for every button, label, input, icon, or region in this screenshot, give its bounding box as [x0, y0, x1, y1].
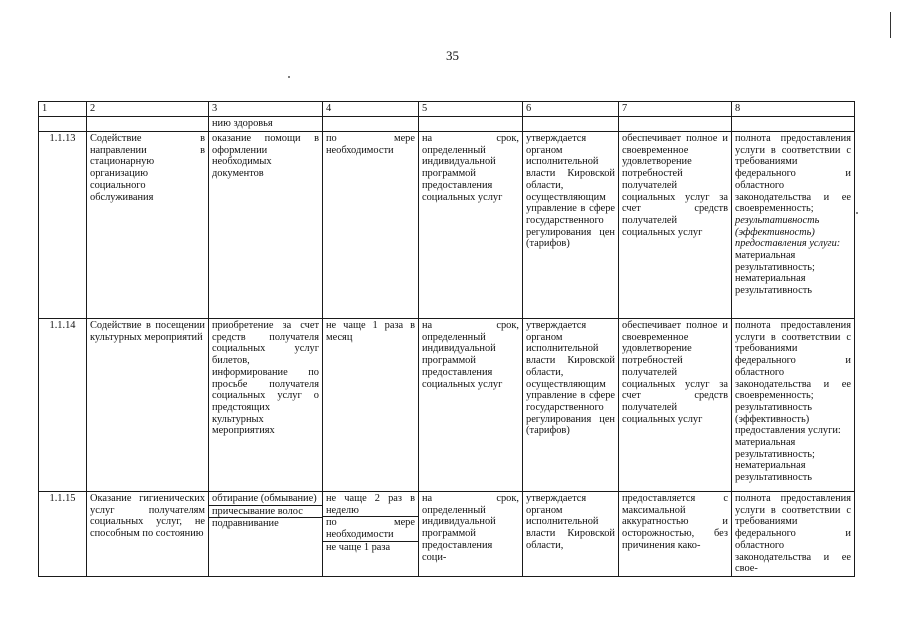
- quality-line: нематериальная результативность: [735, 273, 813, 297]
- service-name: Содействие в посещении культурных мероприятий: [87, 319, 209, 492]
- row-number: 1.1.14: [39, 319, 87, 492]
- row-number: 1.1.15: [39, 492, 87, 577]
- column-header: 3: [209, 102, 323, 117]
- column-header: 6: [523, 102, 619, 117]
- column-header: 1: [39, 102, 87, 117]
- quality-indicators: [732, 132, 855, 319]
- quality-indicators: [732, 319, 855, 492]
- column-header: 8: [732, 102, 855, 117]
- service-name: Оказание гигиенических услуг получателям социальных услуг, не способным по состоянию: [87, 492, 209, 577]
- service-tariff: утверждается органом исполнительной власти Кировской области, осуществляющим управление в сфере государственного регулирования цен (тарифов): [523, 319, 619, 492]
- service-conditions: обеспечивает полное и своевременное удовлетворение потребностей получателей социальных услуг за счет средств получателей социальных услуг: [619, 319, 732, 492]
- quality-line: результативность (эффективность) предоставления услуги:: [735, 214, 841, 250]
- service-conditions: обеспечивает полное и своевременное удовлетворение потребностей получателей социальных услуг за счет средств получателей социальных услуг: [619, 132, 732, 319]
- service-term: на срок, определенный индивидуальной программой предоставления социальных услуг: [419, 132, 523, 319]
- table-cell: [323, 117, 419, 132]
- quality-line: полнота предоставления услуги в соответствии с требованиями федерального и областного законодательства и ее своевременность;: [735, 320, 851, 402]
- column-header: 2: [87, 102, 209, 117]
- service-periodicity: не чаще 1 раза в месяц: [323, 319, 419, 492]
- sub-item-periodicity: не чаще 2 раз в неделю: [326, 493, 415, 516]
- quality-line: материальная результативность; нематериальная результативность: [735, 437, 815, 484]
- table-header-row: [39, 102, 855, 117]
- table-row: [39, 319, 855, 492]
- service-name: Содействие в направлении в стационарную организацию социального обслуживания: [87, 132, 209, 319]
- table-cell: [87, 117, 209, 132]
- service-tariff: утверждается органом исполнительной власти Кировской области,: [523, 492, 619, 577]
- service-term: на срок, определенный индивидуальной программой предоставления социальных услуг: [419, 319, 523, 492]
- sub-item-description: подравнивание: [209, 517, 322, 530]
- service-term: на срок, определенный индивидуальной программой предоставления соци-: [419, 492, 523, 577]
- column-header: 7: [619, 102, 732, 117]
- quality-line: полнота предоставления услуги в соответствии с требованиями федерального и областного законодательства и ее своевременность;: [735, 133, 851, 215]
- service-tariff: утверждается органом исполнительной власти Кировской области, осуществляющим управление в сфере государственного регулирования цен (тарифов): [523, 132, 619, 319]
- row-number: 1.1.13: [39, 132, 87, 319]
- continuation-row: [39, 117, 855, 132]
- column-header: 5: [419, 102, 523, 117]
- service-conditions: предоставляется с максимальной аккуратностью и осторожностью, без причинения како-: [619, 492, 732, 577]
- page-number: 35: [446, 48, 459, 63]
- table-row: [39, 132, 855, 319]
- sub-item-description: причесывание волос: [209, 505, 322, 518]
- service-periodicity: по мере необходимости: [323, 132, 419, 319]
- table-cell: [732, 117, 855, 132]
- quality-line: материальная результативность;: [735, 250, 815, 273]
- scan-dot: [288, 76, 290, 78]
- services-table: [38, 101, 855, 577]
- table-cell: [523, 117, 619, 132]
- corner-mark: [890, 12, 891, 38]
- sub-item-description: обтирание (обмывание): [212, 493, 317, 504]
- service-description: приобретение за счет средств получателя социальных услуг билетов, информирование по просьбе получателя социальных услуг о предстоящих культурных мероприятиях: [209, 319, 323, 492]
- table-cell: [39, 117, 87, 132]
- table-row: [39, 492, 855, 577]
- table-cell: [619, 117, 732, 132]
- quality-line: результативность (эффективность) предоставления услуги:: [735, 401, 841, 437]
- table-cell: [419, 117, 523, 132]
- service-description: [209, 492, 323, 577]
- column-header: 4: [323, 102, 419, 117]
- sub-item-periodicity: по мере необходимости: [323, 516, 418, 540]
- sub-item-periodicity: не чаще 1 раза: [323, 541, 418, 554]
- service-description: оказание помощи в оформлении необходимых документов: [209, 132, 323, 319]
- quality-indicators: полнота предоставления услуги в соответствии с требованиями федерального и областного законодательства и ее свое-: [732, 492, 855, 577]
- scan-dot: [856, 212, 858, 214]
- service-periodicity: [323, 492, 419, 577]
- continuation-text: нию здоровья: [209, 117, 323, 132]
